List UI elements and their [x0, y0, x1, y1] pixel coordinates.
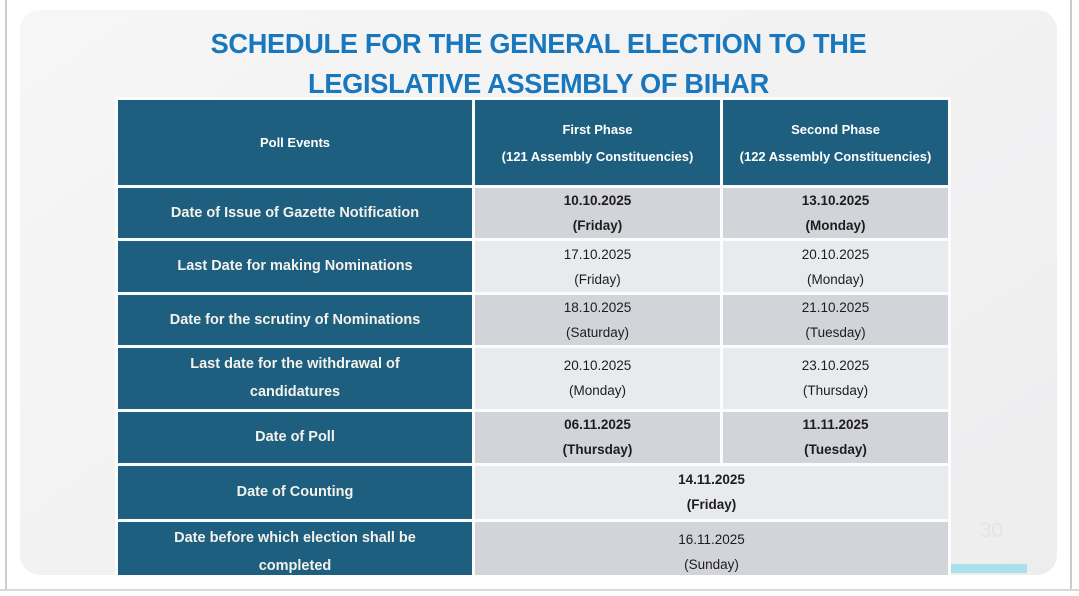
date-value: 10.10.2025 [563, 193, 632, 208]
day-value: (Friday) [574, 271, 621, 287]
day-value: (Monday) [568, 383, 627, 399]
table-row [117, 240, 950, 294]
merged-date-cell [474, 464, 950, 520]
day-value: (Sunday) [684, 556, 739, 572]
page-title [36, 24, 1042, 104]
viewer-left-edge-line [5, 0, 7, 590]
column-header-second-phase [722, 99, 950, 187]
first-phase-constituencies: (121 Assembly Constituencies) [501, 148, 694, 164]
date-value: 17.10.2025 [563, 246, 632, 262]
date-value: 18.10.2025 [563, 300, 632, 315]
event-cell: Date for the scrutiny of Nominations [117, 294, 474, 347]
day-value: (Thursday) [802, 383, 869, 399]
phase2-date-cell [722, 187, 950, 240]
column-header-poll-events: Poll Events [117, 99, 474, 187]
slide-page-number: 30 [979, 519, 1003, 542]
day-value: (Saturday) [565, 325, 630, 340]
day-value: (Monday) [806, 271, 865, 287]
event-cell: Date of Poll [117, 410, 474, 464]
column-header-first-phase [474, 99, 722, 187]
first-phase-label: First Phase [562, 121, 633, 137]
slide-card [20, 10, 1057, 575]
viewer-bottom-edge-line [0, 589, 1079, 591]
event-cell: Date before which election shall be completed [117, 520, 474, 575]
day-value: (Friday) [572, 218, 623, 233]
viewer-right-edge-line [1070, 0, 1072, 590]
table-row [117, 410, 950, 464]
day-value: (Monday) [805, 218, 866, 233]
event-cell: Date of Issue of Gazette Notification [117, 187, 474, 240]
table-row [117, 187, 950, 240]
phase1-date-cell [474, 187, 722, 240]
day-value: (Tuesday) [805, 325, 866, 340]
phase2-date-cell [722, 240, 950, 294]
event-cell: Date of Counting [117, 464, 474, 520]
second-phase-label: Second Phase [791, 121, 880, 137]
phase1-date-cell [474, 294, 722, 347]
date-value: 16.11.2025 [678, 531, 745, 547]
phase2-date-cell [722, 294, 950, 347]
phase2-date-cell [722, 347, 950, 411]
event-cell: Last date for the withdrawal of candidatures [117, 347, 474, 411]
phase1-date-cell [474, 240, 722, 294]
table-row [117, 464, 950, 520]
date-value: 23.10.2025 [801, 358, 870, 374]
event-cell: Last Date for making Nominations [117, 240, 474, 294]
table-row [117, 294, 950, 347]
day-value: (Friday) [686, 497, 737, 513]
day-value: (Thursday) [562, 442, 633, 458]
date-value: 14.11.2025 [678, 472, 745, 488]
election-schedule-table [115, 97, 951, 575]
merged-date-cell [474, 520, 950, 575]
date-value: 21.10.2025 [801, 300, 870, 315]
table-header-row [117, 99, 950, 187]
second-phase-constituencies: (122 Assembly Constituencies) [739, 148, 932, 164]
phase2-date-cell [722, 410, 950, 464]
page-title-line2: LEGISLATIVE ASSEMBLY OF BIHAR [308, 67, 769, 99]
table-row [117, 347, 950, 411]
day-value: (Tuesday) [804, 442, 867, 458]
page-title-line1: SCHEDULE FOR THE GENERAL ELECTION TO THE [210, 28, 867, 59]
date-value: 20.10.2025 [801, 246, 870, 262]
date-value: 13.10.2025 [801, 193, 870, 208]
date-value: 20.10.2025 [563, 358, 632, 374]
date-value: 11.11.2025 [802, 417, 869, 433]
date-value: 06.11.2025 [564, 417, 631, 433]
table-row [117, 520, 950, 575]
phase1-date-cell [474, 410, 722, 464]
phase1-date-cell [474, 347, 722, 411]
